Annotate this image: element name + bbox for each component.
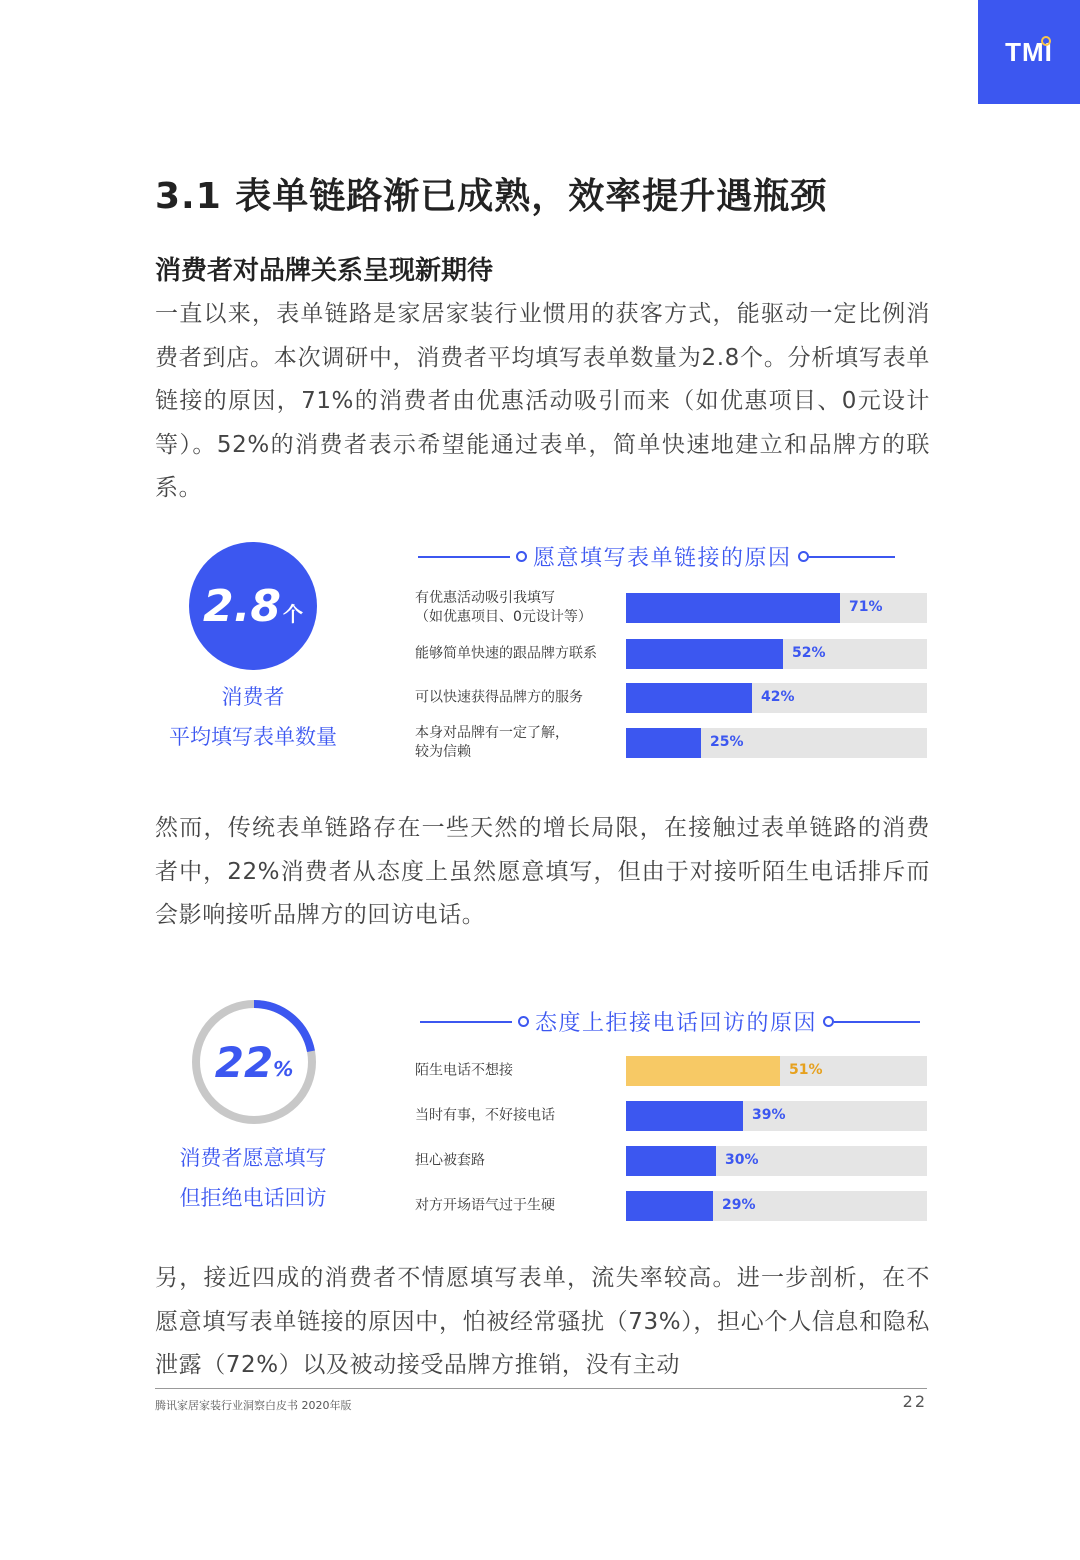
bar-track xyxy=(626,1191,927,1221)
bar-category-label-line: 当时有事，不好接电话 xyxy=(415,1107,555,1124)
bar-value-label: 29% xyxy=(722,1197,756,1213)
stat-caption-line: 但拒绝电话回访 xyxy=(179,1186,327,1210)
chart-title-text: 态度上拒接电话回访的原因 xyxy=(535,1011,818,1036)
bar-value-label: 52% xyxy=(792,645,826,661)
section-title: 3.1 表单链路渐已成熟，效率提升遇瓶颈 xyxy=(155,176,828,217)
bar-row xyxy=(415,1056,927,1086)
bar-category-label-line: 对方开场语气过于生硬 xyxy=(415,1197,555,1214)
bar-category-label-line: 有优惠活动吸引我填写 xyxy=(415,590,555,606)
bar-category-label-line: 可以快速获得品牌方的服务 xyxy=(415,689,583,706)
bar-category-label-line: 担心被套路 xyxy=(415,1152,485,1169)
bar-category-label-line: 本身对品牌有一定了解， xyxy=(415,725,569,741)
bar-category-label-line: 陌生电话不想接 xyxy=(415,1062,513,1079)
bar-value-label: 39% xyxy=(752,1107,786,1123)
paragraph-reluctance: 另，接近四成的消费者不情愿填写表单，流失率较高。进一步剖析，在不愿意填写表单链接的原因中，怕被经常骚扰（73%），担心个人信息和隐私泄露（72%）以及被动接受品牌方推销，没有主动 xyxy=(155,1265,930,1378)
bar xyxy=(626,728,701,758)
stat-avg-forms-circle xyxy=(189,542,317,670)
bar-track xyxy=(626,683,927,713)
bar-category-label-line: （如优惠项目、0元设计等） xyxy=(415,609,592,625)
paragraph-intro: 一直以来，表单链路是家居家装行业惯用的获客方式，能驱动一定比例消费者到店。本次调研中，消费者平均填写表单数量为2.8个。分析填写表单链接的原因，71%的消费者由优惠活动吸引而来（如优惠项目、0元设计等）。52%的消费者表示希望能通过表单，简单快速地建立和品牌方的联系。 xyxy=(155,301,930,501)
title-rule xyxy=(834,1021,920,1023)
title-rule xyxy=(420,1021,512,1023)
bar-value-label: 71% xyxy=(849,599,883,615)
bar-category-label xyxy=(415,589,625,627)
stat-caption-line: 消费者 xyxy=(221,685,285,709)
bar xyxy=(626,593,840,623)
bar-value-label: 30% xyxy=(725,1152,759,1168)
chart-title-reasons-refuse xyxy=(420,1006,920,1037)
brand-logo-text: TMI xyxy=(1005,36,1053,67)
title-ring-icon xyxy=(516,551,527,562)
bar-row xyxy=(415,590,927,625)
bar xyxy=(626,683,752,713)
title-rule xyxy=(809,556,895,558)
stat-refuse-call-value xyxy=(188,996,320,1128)
stat-refuse-call-caption xyxy=(140,1138,366,1218)
stat-avg-forms-caption xyxy=(140,677,366,757)
bar-category-label xyxy=(415,1152,625,1171)
bar-category-label xyxy=(415,1062,625,1081)
bar-category-label xyxy=(415,1197,625,1216)
bar-row xyxy=(415,1101,927,1131)
bar xyxy=(626,639,783,669)
bar-track xyxy=(626,1056,927,1086)
bar-value-label: 42% xyxy=(761,689,795,705)
footer-publication: 腾讯家居家装行业洞察白皮书 2020年版 xyxy=(155,1399,352,1412)
logo-dot-icon xyxy=(1041,36,1051,46)
page-number: 22 xyxy=(902,1392,927,1411)
stat-refuse-unit: % xyxy=(273,1057,294,1081)
bar-row xyxy=(415,1191,927,1221)
stat-refuse-call-ring xyxy=(188,996,320,1128)
bar-track xyxy=(626,1101,927,1131)
bar-category-label-line: 能够简单快速的跟品牌方联系 xyxy=(415,645,597,662)
bar-category-label-line: 较为信赖 xyxy=(415,744,471,760)
stat-caption-line: 平均填写表单数量 xyxy=(169,725,337,749)
subheading: 消费者对品牌关系呈现新期待 xyxy=(155,256,494,286)
bar-value-label: 51% xyxy=(789,1062,823,1078)
bar xyxy=(626,1101,743,1131)
bar-row xyxy=(415,683,927,713)
bar-value-label: 25% xyxy=(710,734,744,750)
footer-divider xyxy=(155,1388,927,1389)
bar-category-label xyxy=(415,1107,625,1126)
title-rule xyxy=(418,556,510,558)
bar-category-label xyxy=(415,724,625,762)
stat-avg-forms-unit: 个 xyxy=(282,601,303,626)
paragraph-limits: 然而，传统表单链路存在一些天然的增长局限，在接触过表单链路的消费者中，22%消费者从态度上虽然愿意填写，但由于对接听陌生电话排斥而会影响接听品牌方的回访电话。 xyxy=(155,815,930,928)
bar-track xyxy=(626,639,927,669)
bar-category-label xyxy=(415,689,625,708)
bar-track xyxy=(626,593,927,623)
bar-category-label xyxy=(415,645,625,664)
bar xyxy=(626,1191,713,1221)
bar-track xyxy=(626,728,927,758)
title-ring-icon xyxy=(823,1016,834,1027)
stat-avg-forms-value: 2.8 xyxy=(203,580,281,632)
bar-row xyxy=(415,1146,927,1176)
chart-title-reasons-fill xyxy=(418,541,895,572)
title-ring-icon xyxy=(798,551,809,562)
brand-logo xyxy=(978,0,1080,104)
bar-track xyxy=(626,1146,927,1176)
stat-caption-line: 消费者愿意填写 xyxy=(179,1146,327,1170)
bar xyxy=(626,1056,780,1086)
chart-title-text: 愿意填写表单链接的原因 xyxy=(533,546,792,571)
stat-refuse-value: 22 xyxy=(214,1037,274,1087)
bar xyxy=(626,1146,716,1176)
title-ring-icon xyxy=(518,1016,529,1027)
bar-row xyxy=(415,639,927,669)
bar-row xyxy=(415,725,927,760)
